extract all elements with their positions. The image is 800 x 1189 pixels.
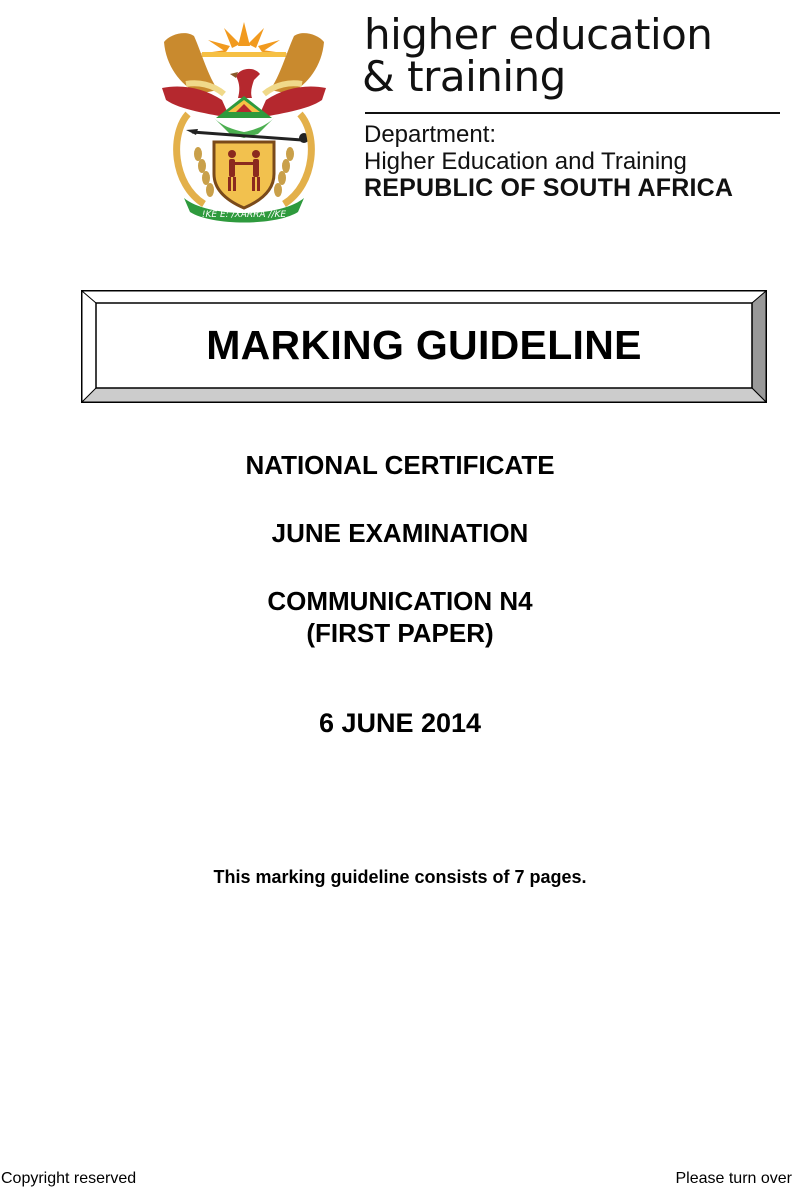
- exam-date: 6 JUNE 2014: [318, 708, 482, 738]
- department-name: Higher Education and Training: [364, 148, 687, 175]
- coat-of-arms-logo: [158, 14, 330, 224]
- country-name: REPUBLIC OF SOUTH AFRICA: [364, 174, 734, 202]
- examination-heading: JUNE EXAMINATION: [271, 518, 529, 548]
- certificate-heading: NATIONAL CERTIFICATE: [245, 450, 555, 480]
- department-label: Department:: [364, 121, 497, 148]
- document-title: MARKING GUIDELINE: [206, 322, 642, 368]
- svg-text:!KE E: /XARRA //KE: !KE E: /XARRA //KE: [201, 210, 287, 220]
- brand-line-2: & training: [362, 52, 566, 101]
- footer-copyright: Copyright reserved: [1, 1170, 137, 1187]
- coat-of-arms-icon: [158, 14, 330, 224]
- brand-line-1: higher education: [364, 10, 713, 59]
- page-count-note: This marking guideline consists of 7 pages.: [213, 867, 587, 887]
- subject-heading: COMMUNICATION N4: [267, 586, 533, 616]
- paper-heading: (FIRST PAPER): [306, 618, 494, 648]
- header-divider: [365, 112, 780, 114]
- footer-turn-over: Please turn over: [675, 1170, 792, 1187]
